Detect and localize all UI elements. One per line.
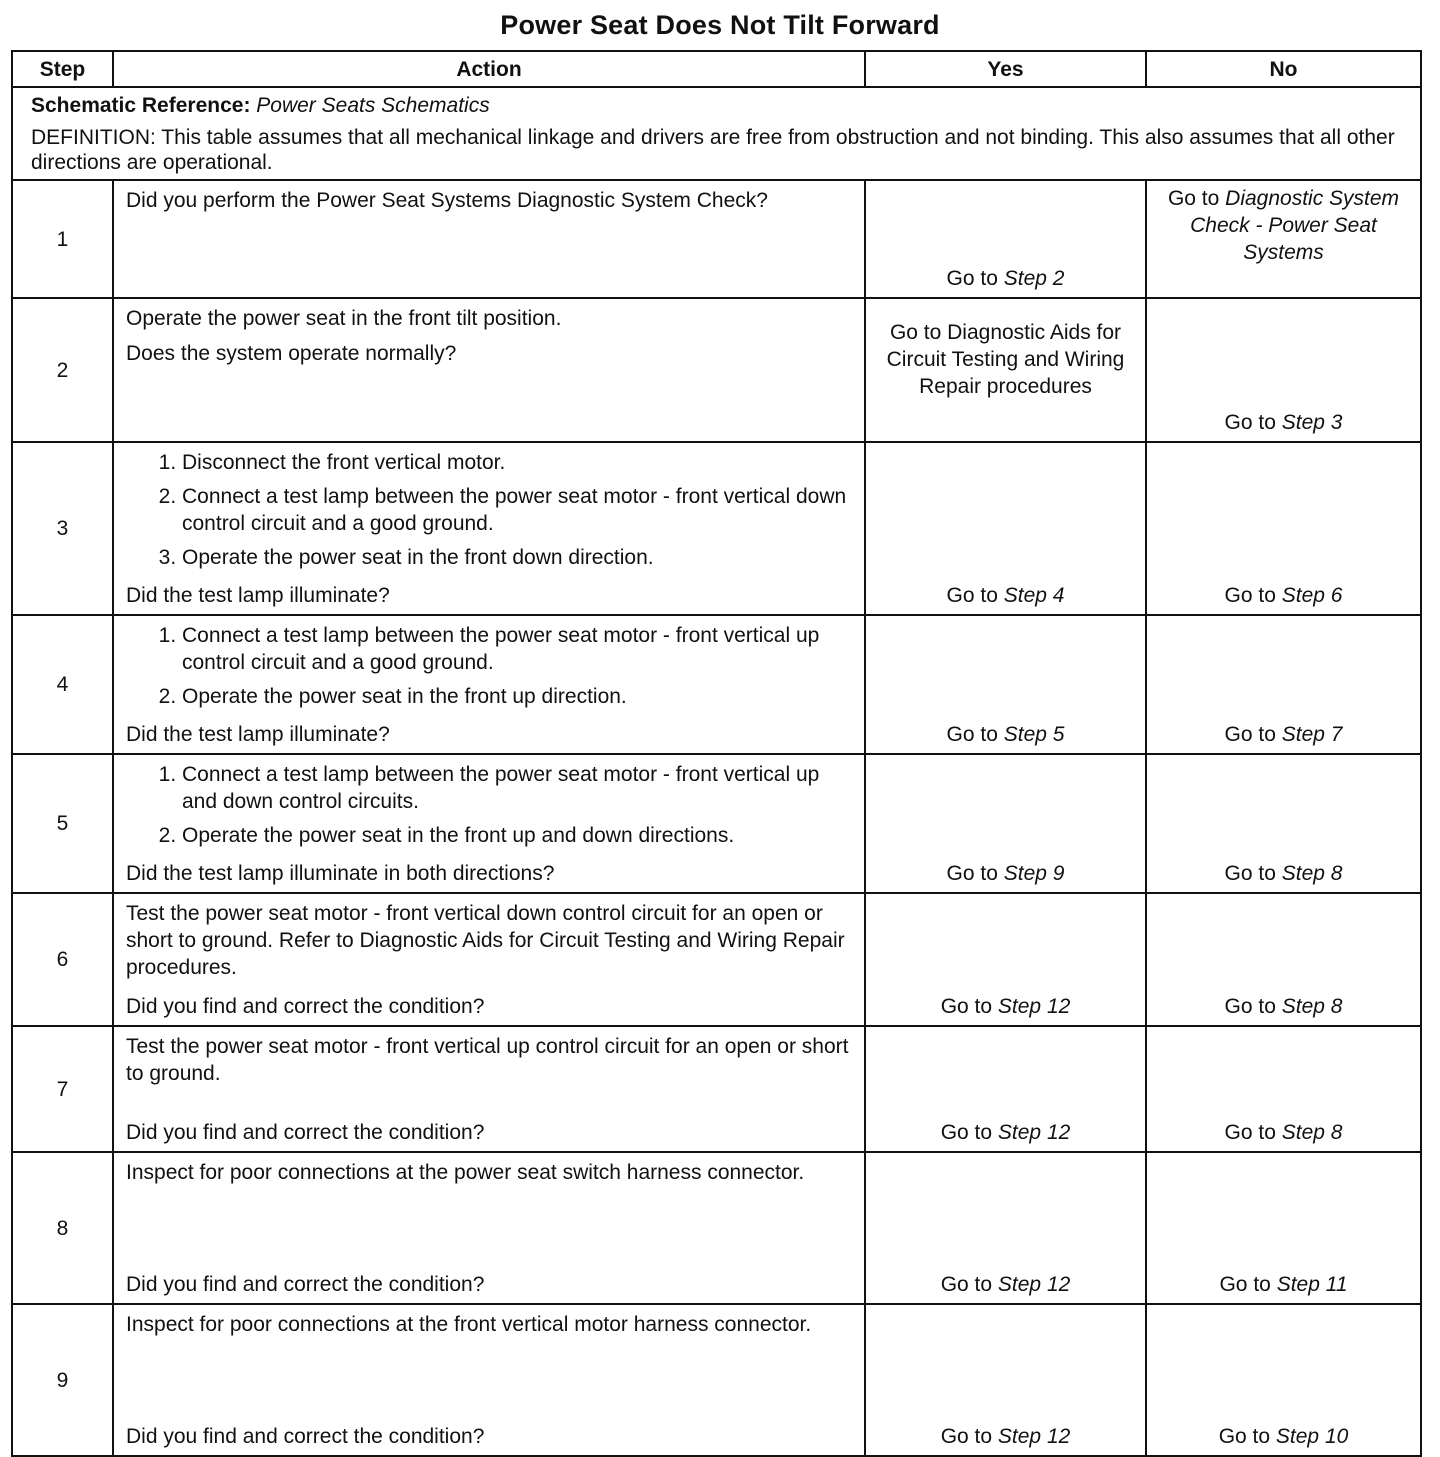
action-text: Did you perform the Power Seat Systems Diagnostic System Check? xyxy=(126,189,768,212)
table-row xyxy=(12,1304,1421,1456)
no-prefix: Go to xyxy=(1224,723,1276,746)
yes-target-link[interactable]: Step 12 xyxy=(997,995,1071,1018)
yes-result xyxy=(865,615,1146,754)
no-result xyxy=(1146,1304,1421,1456)
action-step-item: 2. Connect a test lamp between the power seat motor - front vertical down control circuit and a good ground. xyxy=(182,483,854,537)
yes-prefix: Go to Diagnostic Aids for Circuit Testing and Wiring Repair procedures xyxy=(886,321,1125,398)
no-target-link[interactable]: Step 10 xyxy=(1275,1425,1349,1448)
yes-prefix: Go to xyxy=(940,1425,993,1448)
schematic-reference xyxy=(31,92,1402,119)
yes-prefix: Go to xyxy=(946,584,998,607)
header-yes: Yes xyxy=(865,51,1146,87)
yes-target-link[interactable]: Step 12 xyxy=(997,1273,1071,1296)
action-question: Did the test lamp illuminate in both directions? xyxy=(126,862,555,885)
yes-result xyxy=(865,1026,1146,1152)
header-step: Step xyxy=(12,51,113,87)
table-row xyxy=(12,298,1421,442)
schematic-link[interactable]: Power Seats Schematics xyxy=(256,94,490,117)
action-step-item: 1. Connect a test lamp between the power seat motor - front vertical up and down control circuits. xyxy=(182,761,854,815)
action-cell xyxy=(113,615,865,754)
action-cell xyxy=(113,893,865,1026)
action-text: Inspect for poor connections at the power seat switch harness connector. xyxy=(126,1161,805,1184)
action-cell xyxy=(113,1304,865,1456)
no-result xyxy=(1146,1026,1421,1152)
yes-result xyxy=(865,893,1146,1026)
yes-prefix: Go to xyxy=(946,862,998,885)
action-cell xyxy=(113,442,865,615)
action-step-item: 2. Operate the power seat in the front up and down directions. xyxy=(182,822,854,849)
action-question: Did you find and correct the condition? xyxy=(126,1273,485,1296)
action-cell xyxy=(113,180,865,298)
no-target-link[interactable]: Step 8 xyxy=(1281,995,1343,1018)
step-number: 6 xyxy=(12,893,113,1026)
no-result xyxy=(1146,442,1421,615)
no-target-link[interactable]: Diagnostic System Check - Power Seat Systems xyxy=(1190,187,1400,264)
action-text: Test the power seat motor - front vertical down control circuit for an open or short to ground. Refer to Diagnostic Aids for Circuit Testing and Wiring Repair procedures. xyxy=(126,902,845,979)
action-steps-list xyxy=(126,761,854,849)
table-row xyxy=(12,754,1421,893)
header-action: Action xyxy=(113,51,865,87)
step-number: 8 xyxy=(12,1152,113,1304)
yes-prefix: Go to xyxy=(946,723,998,746)
no-result xyxy=(1146,754,1421,893)
page-title: Power Seat Does Not Tilt Forward xyxy=(500,10,940,40)
no-target-link[interactable]: Step 3 xyxy=(1281,411,1343,434)
yes-result xyxy=(865,442,1146,615)
table-row xyxy=(12,180,1421,298)
action-text: Inspect for poor connections at the front vertical motor harness connector. xyxy=(126,1313,812,1336)
header-row xyxy=(12,51,1421,87)
no-prefix: Go to xyxy=(1224,584,1276,607)
yes-prefix: Go to xyxy=(940,1121,993,1144)
table-row xyxy=(12,893,1421,1026)
yes-result xyxy=(865,754,1146,893)
step-number: 9 xyxy=(12,1304,113,1456)
yes-target-link[interactable]: Step 4 xyxy=(1003,584,1065,607)
action-text: Operate the power seat in the front tilt position. xyxy=(126,307,562,330)
step-number: 1 xyxy=(12,180,113,298)
step-number: 2 xyxy=(12,298,113,442)
yes-result xyxy=(865,298,1146,442)
yes-target-link[interactable]: Step 2 xyxy=(1003,267,1065,290)
yes-target-link[interactable]: Step 5 xyxy=(1003,723,1065,746)
definition-text: DEFINITION: This table assumes that all mechanical linkage and drivers are free from obstruction and not binding. This also assumes that all other directions are operational. xyxy=(31,126,1395,174)
yes-target-link[interactable]: Step 12 xyxy=(997,1121,1071,1144)
step-number: 3 xyxy=(12,442,113,615)
no-result xyxy=(1146,893,1421,1026)
schematic-cell xyxy=(12,87,1421,180)
no-prefix: Go to xyxy=(1218,1425,1271,1448)
action-step-item: 3. Operate the power seat in the front down direction. xyxy=(182,544,854,571)
action-question: Did the test lamp illuminate? xyxy=(126,723,390,746)
no-target-link[interactable]: Step 6 xyxy=(1281,584,1343,607)
action-steps-list xyxy=(126,622,854,710)
no-result xyxy=(1146,298,1421,442)
no-target-link[interactable]: Step 11 xyxy=(1276,1273,1348,1296)
no-result xyxy=(1146,615,1421,754)
yes-target-link[interactable]: Step 9 xyxy=(1003,862,1065,885)
diagnostic-table xyxy=(11,50,1422,1457)
yes-prefix: Go to xyxy=(940,995,993,1018)
no-target-link[interactable]: Step 7 xyxy=(1281,723,1343,746)
yes-result xyxy=(865,1152,1146,1304)
no-prefix: Go to xyxy=(1224,411,1276,434)
no-prefix: Go to xyxy=(1224,1121,1276,1144)
action-cell xyxy=(113,298,865,442)
no-result xyxy=(1146,180,1421,298)
yes-result xyxy=(865,180,1146,298)
no-target-link[interactable]: Step 8 xyxy=(1281,1121,1343,1144)
no-prefix: Go to xyxy=(1219,1273,1271,1296)
action-cell xyxy=(113,1152,865,1304)
action-question: Did you find and correct the condition? xyxy=(126,995,485,1018)
no-prefix: Go to xyxy=(1167,187,1220,210)
yes-prefix: Go to xyxy=(940,1273,993,1296)
action-cell xyxy=(113,1026,865,1152)
table-row xyxy=(12,442,1421,615)
step-number: 5 xyxy=(12,754,113,893)
action-step-item: 1. Connect a test lamp between the power seat motor - front vertical up control circuit and a good ground. xyxy=(182,622,854,676)
action-step-item: 2. Operate the power seat in the front up direction. xyxy=(182,683,854,710)
action-question: Did you find and correct the condition? xyxy=(126,1425,485,1448)
no-result xyxy=(1146,1152,1421,1304)
no-target-link[interactable]: Step 8 xyxy=(1281,862,1343,885)
header-no: No xyxy=(1146,51,1421,87)
no-prefix: Go to xyxy=(1224,862,1276,885)
action-step-item: 1. Disconnect the front vertical motor. xyxy=(182,449,854,476)
action-question: Did the test lamp illuminate? xyxy=(126,584,390,607)
table-row xyxy=(12,1152,1421,1304)
action-question: Does the system operate normally? xyxy=(126,342,457,365)
action-steps-list xyxy=(126,449,854,571)
yes-prefix: Go to xyxy=(946,267,998,290)
no-prefix: Go to xyxy=(1224,995,1276,1018)
step-number: 7 xyxy=(12,1026,113,1152)
step-number: 4 xyxy=(12,615,113,754)
schematic-label: Schematic Reference: xyxy=(31,94,251,117)
action-cell xyxy=(113,754,865,893)
yes-target-link[interactable]: Step 12 xyxy=(997,1425,1071,1448)
table-row xyxy=(12,1026,1421,1152)
yes-result xyxy=(865,1304,1146,1456)
action-text: Test the power seat motor - front vertical up control circuit for an open or short to ground. xyxy=(126,1035,849,1085)
table-row xyxy=(12,615,1421,754)
schematic-row xyxy=(12,87,1421,180)
action-question: Did you find and correct the condition? xyxy=(126,1121,485,1144)
